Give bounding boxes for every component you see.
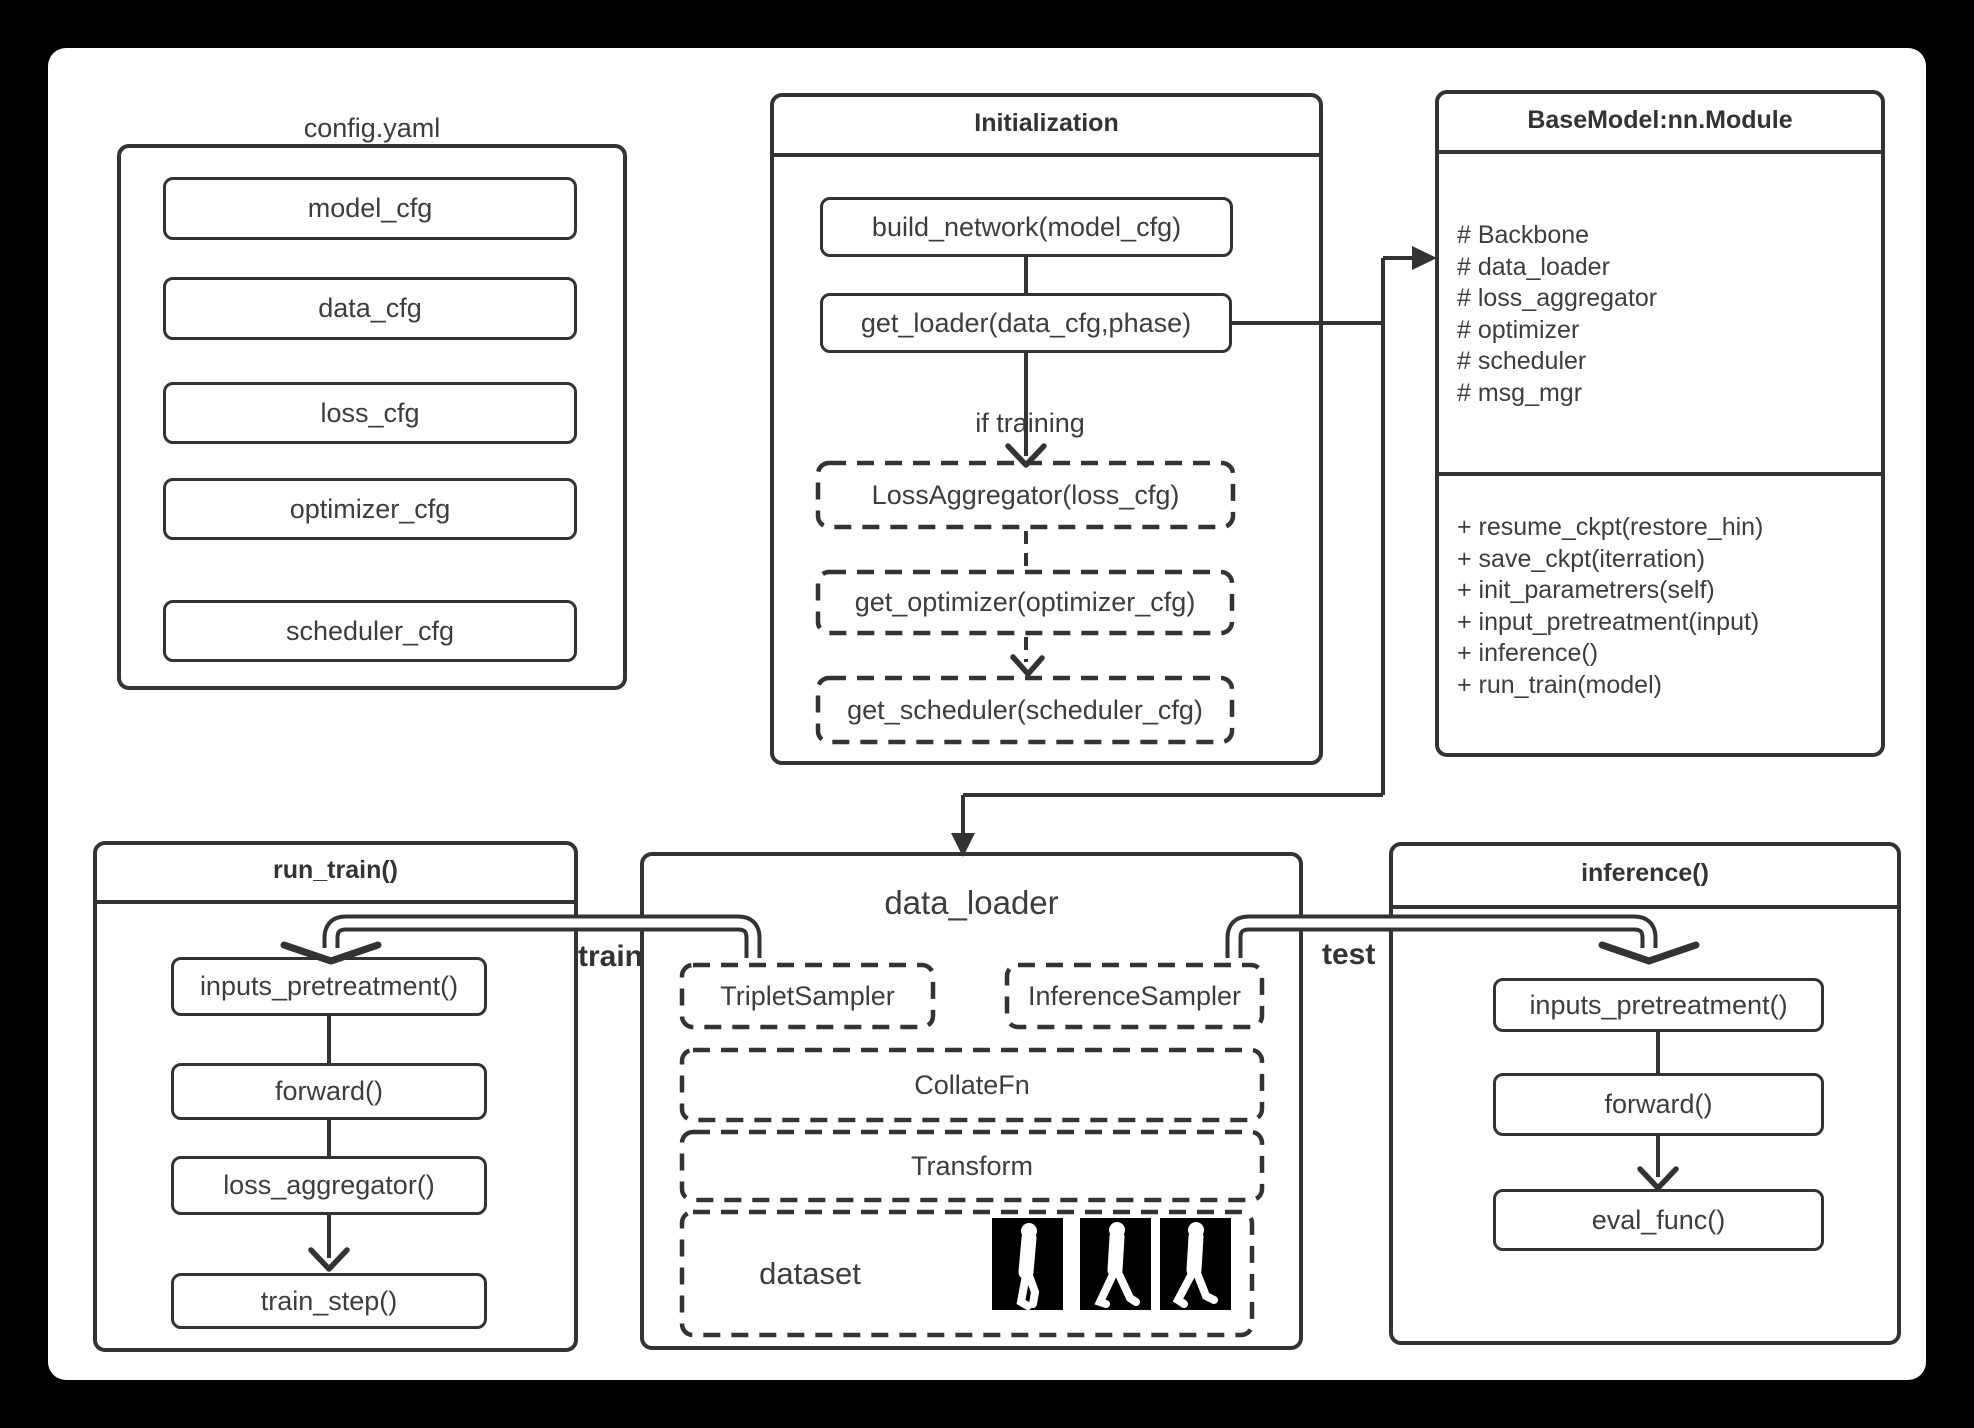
inference-inputs-pretreatment: inputs_pretreatment() <box>1493 978 1824 1032</box>
if-training-label: if training <box>975 408 1085 438</box>
gait-silhouette-icon <box>992 1218 1063 1310</box>
config-item-model-cfg: model_cfg <box>163 177 577 240</box>
config-item-scheduler-cfg: scheduler_cfg <box>163 600 577 662</box>
inference-title: inference() <box>1389 842 1901 909</box>
config-item-data-cfg: data_cfg <box>163 277 577 340</box>
loss-aggregator-node: LossAggregator(loss_cfg) <box>871 479 1180 510</box>
build-network-node: build_network(model_cfg) <box>820 197 1233 257</box>
method-save-ckpt: + save_ckpt(iterration) <box>1457 544 1706 573</box>
data-loader-title: data_loader <box>884 884 1059 921</box>
method-input-pretreatment: + input_pretreatment(input) <box>1457 607 1760 636</box>
transform-node: Transform <box>910 1150 1033 1181</box>
run-train-title: run_train() <box>93 841 578 904</box>
inference-eval-func: eval_func() <box>1493 1189 1824 1251</box>
initialization-title: Initialization <box>770 93 1323 157</box>
test-edge-label: test <box>1322 938 1376 971</box>
dataset-label: dataset <box>759 1255 861 1291</box>
method-init-parametrers: + init_parametrers(self) <box>1457 576 1715 604</box>
base-model-methods <box>1457 512 1763 701</box>
triplet-sampler-node: TripletSampler <box>720 980 895 1011</box>
train-edge-label: train <box>578 940 644 973</box>
method-inference: + inference() <box>1457 639 1599 667</box>
method-run-train: + run_train(model) <box>1457 670 1662 699</box>
gait-silhouette-icon <box>1160 1218 1231 1310</box>
run-train-loss-aggregator: loss_aggregator() <box>171 1156 487 1215</box>
attr-loss-aggregator: # loss_aggregator <box>1457 284 1658 312</box>
inference-forward: forward() <box>1493 1073 1824 1136</box>
get-optimizer-node: get_optimizer(optimizer_cfg) <box>854 587 1196 617</box>
inference-sampler-node: InferenceSampler <box>1027 980 1242 1011</box>
get-loader-node: get_loader(data_cfg,phase) <box>820 293 1232 353</box>
attr-scheduler: # scheduler <box>1457 347 1587 375</box>
attr-backbone: # Backbone <box>1457 221 1590 249</box>
config-item-optimizer-cfg: optimizer_cfg <box>163 478 577 540</box>
run-train-train-step: train_step() <box>171 1273 487 1329</box>
attr-optimizer: # optimizer <box>1457 315 1580 344</box>
get-scheduler-node: get_scheduler(scheduler_cfg) <box>847 694 1203 725</box>
base-model-title: BaseModel:nn.Module <box>1435 90 1885 154</box>
config-yaml-title: config.yaml <box>303 113 441 143</box>
gait-silhouette-icon <box>1080 1218 1151 1310</box>
base-model-attributes <box>1457 220 1657 409</box>
run-train-forward: forward() <box>171 1063 487 1120</box>
method-resume-ckpt: + resume_ckpt(restore_hin) <box>1457 513 1764 541</box>
attr-data-loader: # data_loader <box>1457 252 1610 281</box>
base-model-divider <box>1435 472 1885 476</box>
run-train-inputs-pretreatment: inputs_pretreatment() <box>171 957 487 1016</box>
attr-msg-mgr: # msg_mgr <box>1457 378 1583 407</box>
config-item-loss-cfg: loss_cfg <box>163 382 577 444</box>
collate-fn-node: CollateFn <box>914 1069 1030 1100</box>
